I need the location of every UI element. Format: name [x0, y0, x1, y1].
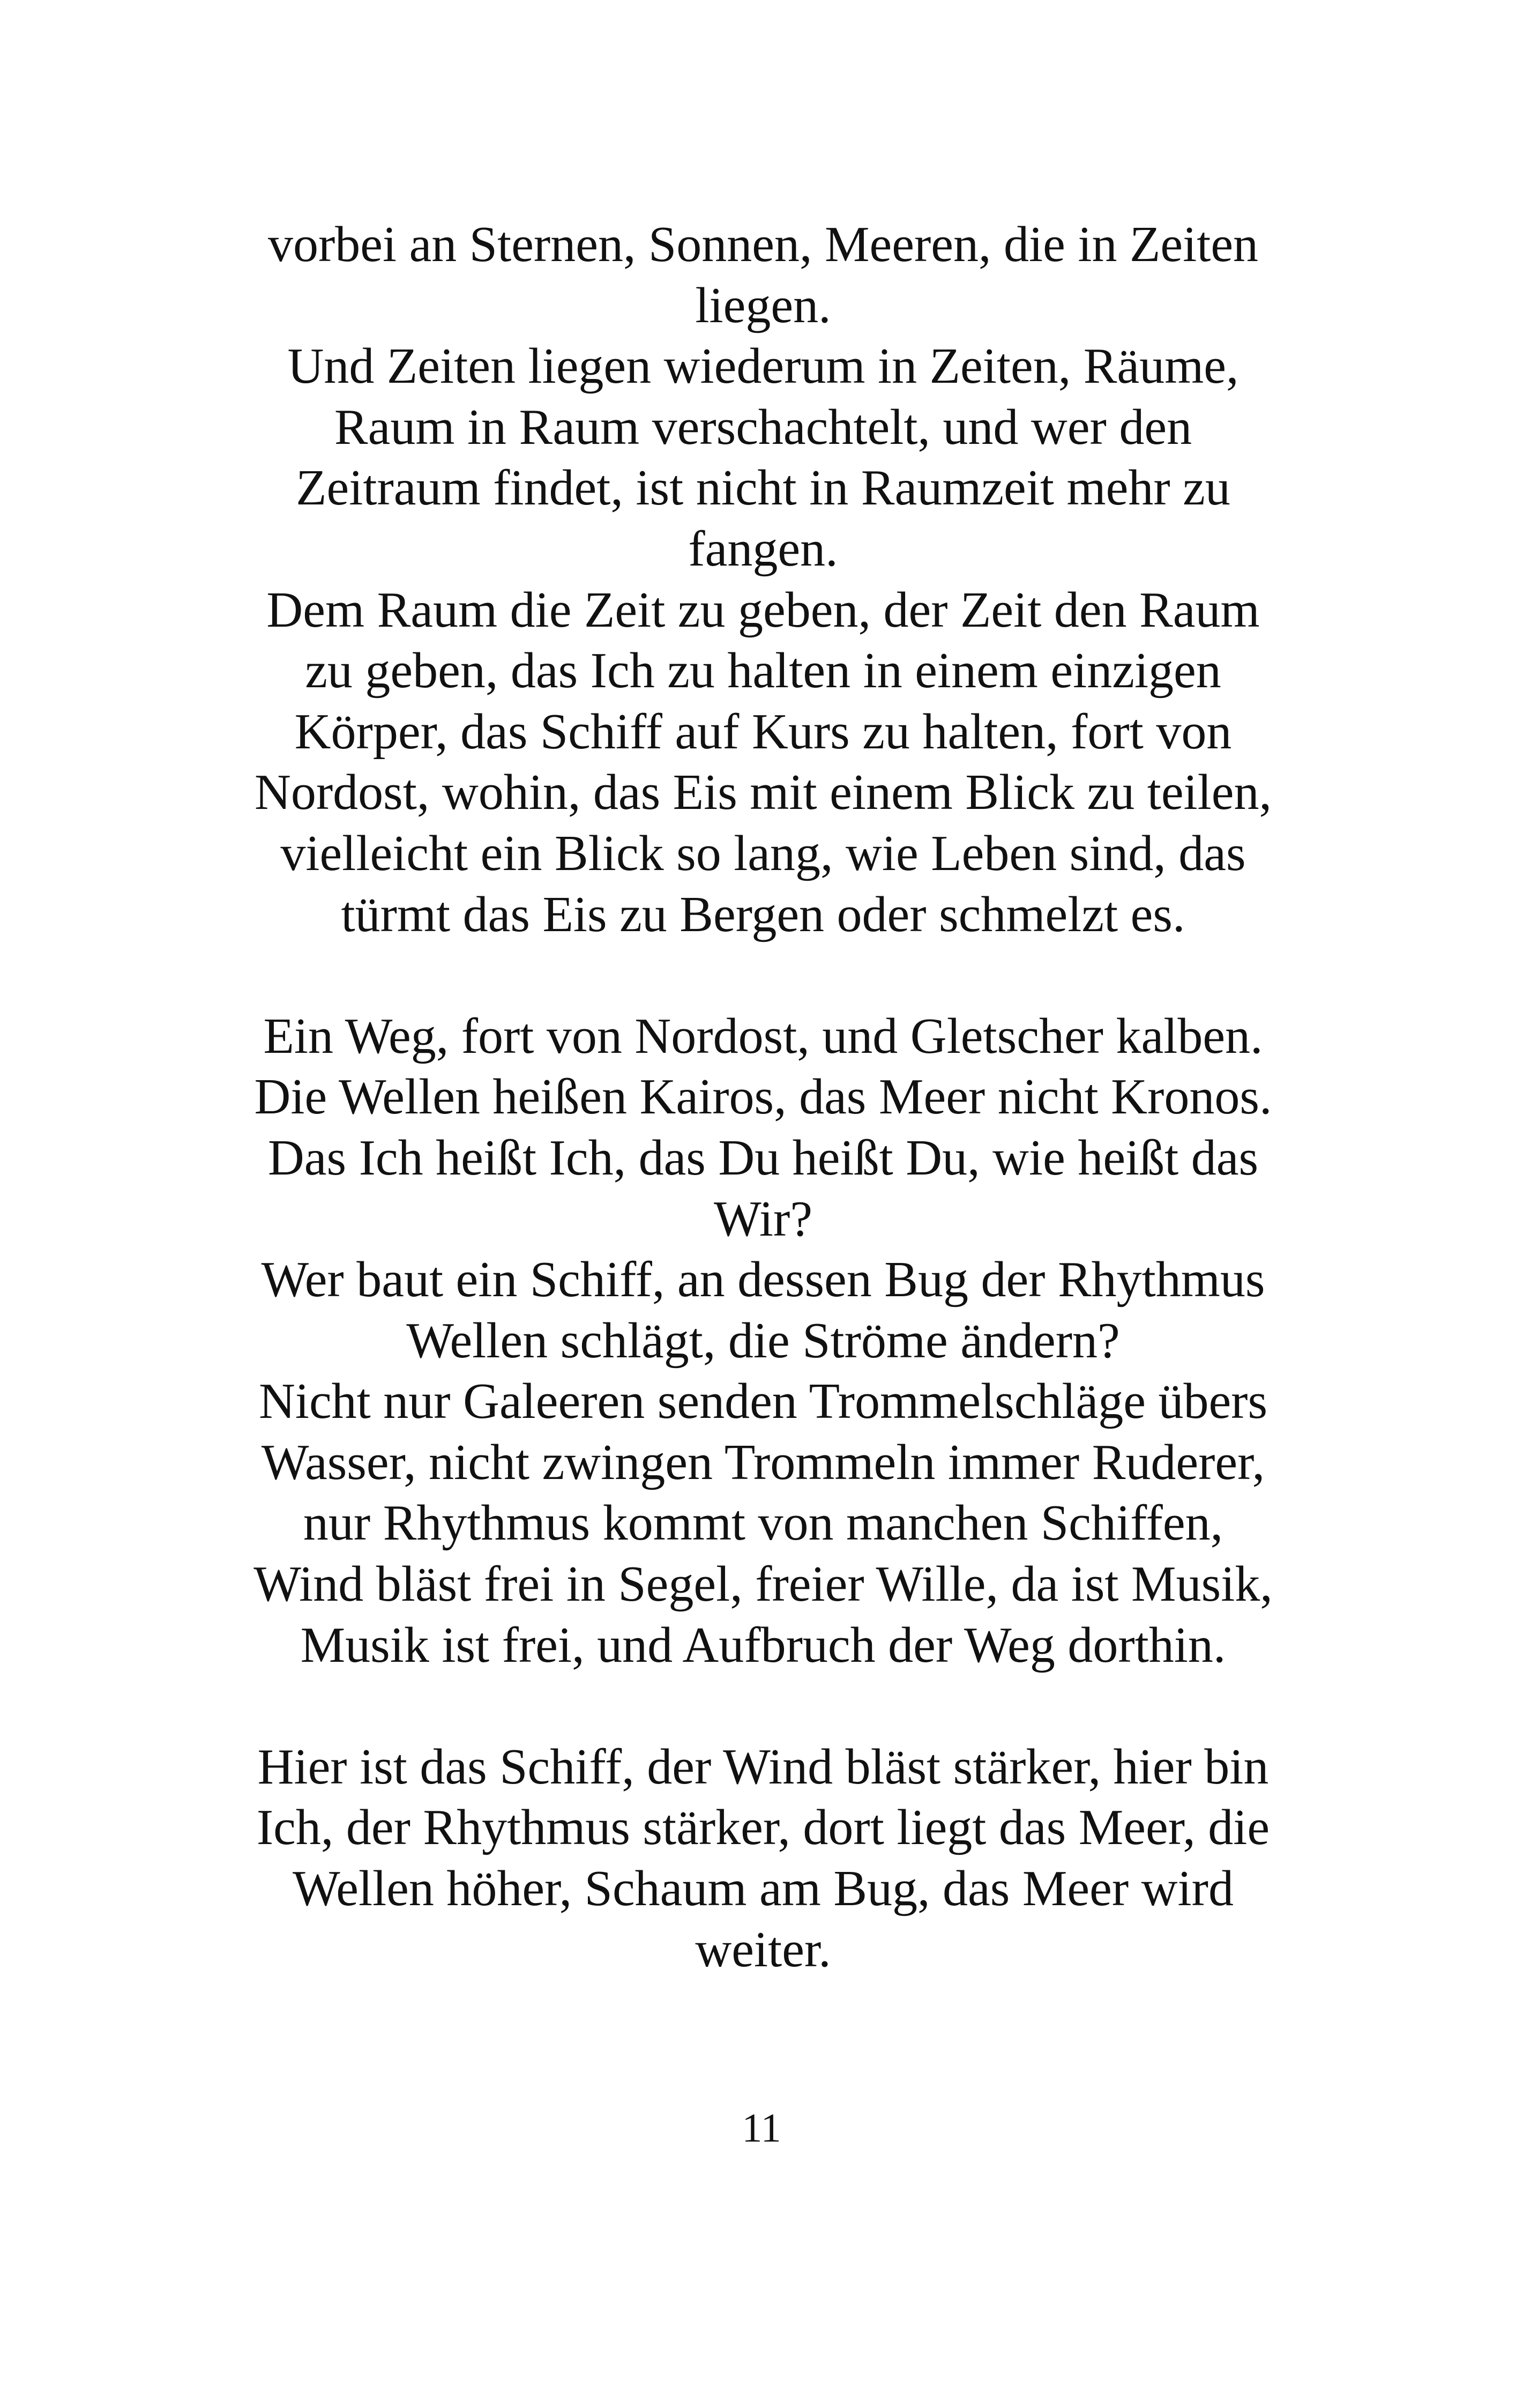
poem-line: Nordost, wohin, das Eis mit einem Blick zu teilen, [255, 764, 1272, 821]
poem-line: Hier ist das Schiff, der Wind bläst stärker, hier bin [257, 1738, 1269, 1795]
poem-line: Nicht nur Galeeren senden Trommelschläge übers [258, 1373, 1268, 1430]
stanza-break [221, 1676, 1305, 1737]
poem-line: Musik ist frei, und Aufbruch der Weg dorthin. [300, 1617, 1226, 1673]
poem-line: Ein Weg, fort von Nordost, und Gletscher kalben. [263, 1008, 1263, 1064]
poem-line: Dem Raum die Zeit zu geben, der Zeit den Raum [266, 582, 1260, 638]
poem-line: Zeitraum findet, ist nicht in Raumzeit mehr zu [296, 460, 1230, 516]
poem-line: nur Rhythmus kommt von manchen Schiffen, [303, 1495, 1223, 1551]
poem-line: Wellen höher, Schaum am Bug, das Meer wird [293, 1861, 1234, 1917]
poem-line: liegen. [695, 277, 831, 333]
poem-line: Das Ich heißt Ich, das Du heißt Du, wie heißt das [267, 1129, 1259, 1186]
stanza-break [221, 945, 1305, 1006]
poem-line: vorbei an Sternen, Sonnen, Meeren, die in Zeiten [267, 217, 1259, 272]
poem-line: vielleicht ein Blick so lang, wie Leben sind, das [280, 825, 1246, 881]
poem-line: zu geben, das Ich zu halten in einem einzigen [305, 643, 1221, 699]
stanza-2 [221, 1006, 1305, 1676]
poem-line: weiter. [695, 1921, 831, 1978]
poem-line: Körper, das Schiff auf Kurs zu halten, fort von [294, 703, 1232, 760]
poem-line: Ich, der Rhythmus stärker, dort liegt das Meer, die [256, 1800, 1270, 1856]
poem-line: Und Zeiten liegen wiederum in Zeiten, Räume, [287, 338, 1239, 395]
poem-line: Wind bläst frei in Segel, freier Wille, da ist Musik, [253, 1556, 1273, 1612]
poem-line: Die Wellen heißen Kairos, das Meer nicht Kronos. [254, 1069, 1272, 1125]
page-number: 11 [742, 2106, 781, 2151]
poem-line: Wir? [713, 1191, 813, 1247]
poem-text [221, 214, 1305, 1980]
poem-line: fangen. [688, 521, 838, 577]
stanza-1 [221, 214, 1305, 945]
stanza-3 [221, 1737, 1305, 1980]
poem-line: türmt das Eis zu Bergen oder schmelzt es. [341, 886, 1185, 942]
poem-line: Wer baut ein Schiff, an dessen Bug der Rhythmus [261, 1252, 1265, 1308]
poem-line: Wasser, nicht zwingen Trommeln immer Ruderer, [261, 1434, 1265, 1490]
poem-line: Wellen schlägt, die Ströme ändern? [406, 1312, 1120, 1369]
poem-line: Raum in Raum verschachtelt, und wer den [334, 399, 1192, 455]
